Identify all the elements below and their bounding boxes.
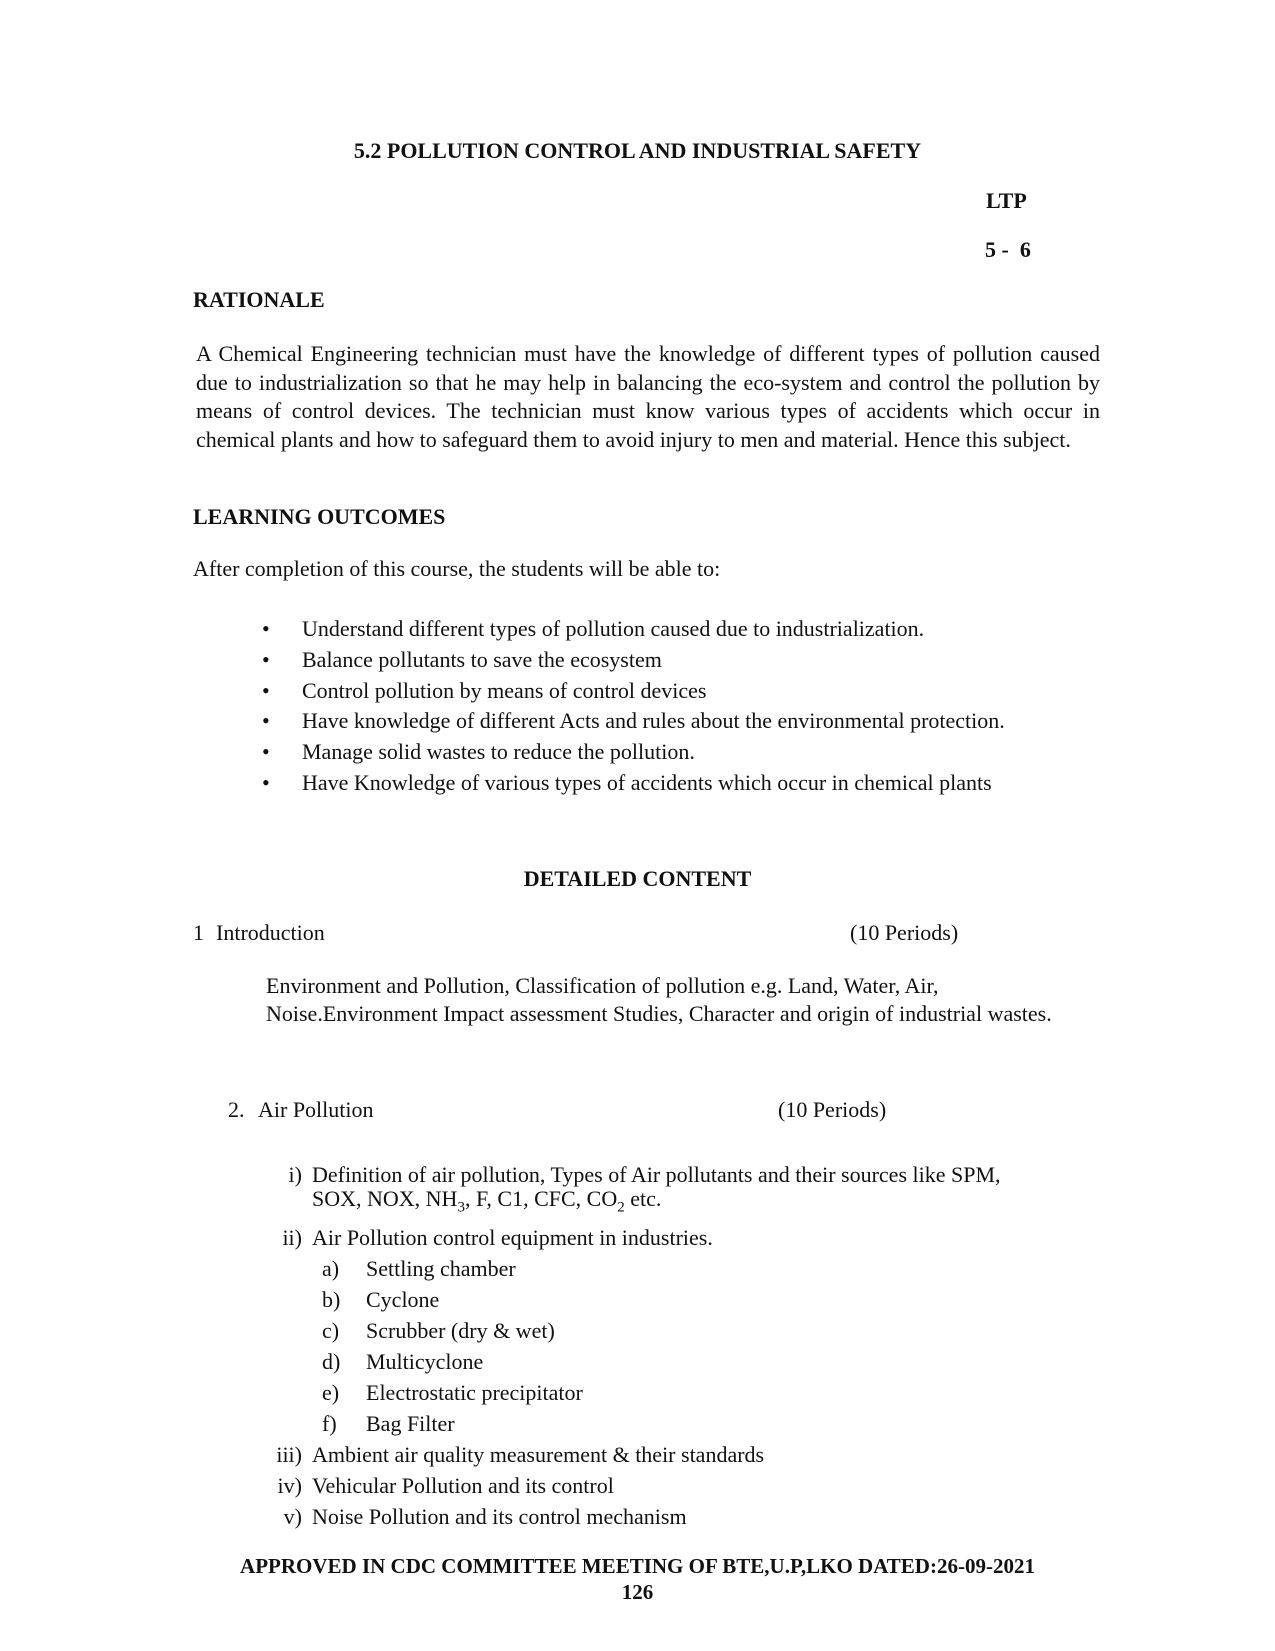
bullet-icon: • bbox=[262, 646, 270, 672]
list-item: e) Electrostatic precipitator bbox=[322, 1380, 583, 1406]
list-item: c) Scrubber (dry & wet) bbox=[322, 1318, 555, 1344]
bullet-icon: • bbox=[262, 677, 270, 703]
page-number: 126 bbox=[621, 1580, 654, 1604]
section-2-number: 2. bbox=[228, 1097, 245, 1122]
list-item: • Balance pollutants to save the ecosystem bbox=[262, 646, 662, 672]
list-item: iv) Vehicular Pollution and its control bbox=[277, 1473, 614, 1499]
learning-outcomes-heading: LEARNING OUTCOMES bbox=[193, 504, 446, 529]
list-item: • Control pollution by means of control devices bbox=[262, 677, 707, 703]
list-item: • Have Knowledge of various types of accidents which occur in chemical plants bbox=[262, 769, 992, 795]
detailed-content-heading: DETAILED CONTENT bbox=[523, 866, 752, 891]
bullet-icon: • bbox=[262, 739, 270, 765]
list-item: i) Definition of air pollution, Types of Air pollutants and their sources like SPM, SOX, NOX, $NH_3$, F, C1, CFC, $CO_2$ etc. bbox=[288, 1162, 1001, 1216]
section-1-number: 1 bbox=[193, 920, 204, 945]
list-item: • Manage solid wastes to reduce the pollution. bbox=[262, 739, 695, 765]
learning-outcomes-list bbox=[262, 616, 1162, 801]
footer-approval: APPROVED IN CDC COMMITTEE MEETING OF BTE,U.P,LKO DATED:26-09-2021 bbox=[240, 1554, 1035, 1578]
list-item: • Have knowledge of different Acts and rules about the environmental protection. bbox=[262, 708, 1005, 734]
list-item: • Understand different types of pollution caused due to industrialization. bbox=[262, 616, 925, 641]
bullet-icon: • bbox=[262, 708, 270, 734]
list-item: a) Settling chamber bbox=[322, 1256, 516, 1282]
ltp-label: LTP bbox=[986, 188, 1027, 213]
section-2-title: Air Pollution bbox=[258, 1097, 374, 1122]
list-item: ii) Air Pollution control equipment in industries. bbox=[282, 1225, 713, 1251]
list-item: f) Bag Filter bbox=[322, 1411, 455, 1437]
section-1-title: Introduction bbox=[216, 920, 325, 945]
section-1-periods: (10 Periods) bbox=[850, 920, 959, 945]
bullet-icon: • bbox=[262, 616, 270, 641]
rationale-heading: RATIONALE bbox=[193, 287, 325, 312]
rationale-text: A Chemical Engineering technician must have the knowledge of different types of pollution caused due to industrialization so that he may help in balancing the eco-system and control the pollution by means of control devices. The technician must know various types of accidents which occur in chemical plants and how to safeguard them to avoid injury to men and material. Hence this subject. bbox=[196, 341, 1100, 452]
section-2-periods: (10 Periods) bbox=[778, 1097, 887, 1122]
page-title: 5.2 POLLUTION CONTROL AND INDUSTRIAL SAFETY bbox=[353, 138, 922, 163]
list-item: b) Cyclone bbox=[322, 1287, 440, 1313]
list-item: d) Multicyclone bbox=[322, 1349, 484, 1375]
list-item: v) Noise Pollution and its control mechanism bbox=[283, 1504, 687, 1530]
ltp-values: 5 - 6 bbox=[985, 237, 1031, 262]
section-1-body: Environment and Pollution, Classification of pollution e.g. Land, Water, Air, Noise.Environment Impact assessment Studies, Character and origin of industrial wastes. bbox=[266, 973, 1052, 1026]
learning-outcomes-intro: After completion of this course, the students will be able to: bbox=[193, 556, 721, 581]
bullet-icon: • bbox=[262, 769, 270, 795]
air-pollution-topics bbox=[262, 1163, 1142, 1529]
list-item: iii) Ambient air quality measurement & their standards bbox=[276, 1442, 765, 1468]
